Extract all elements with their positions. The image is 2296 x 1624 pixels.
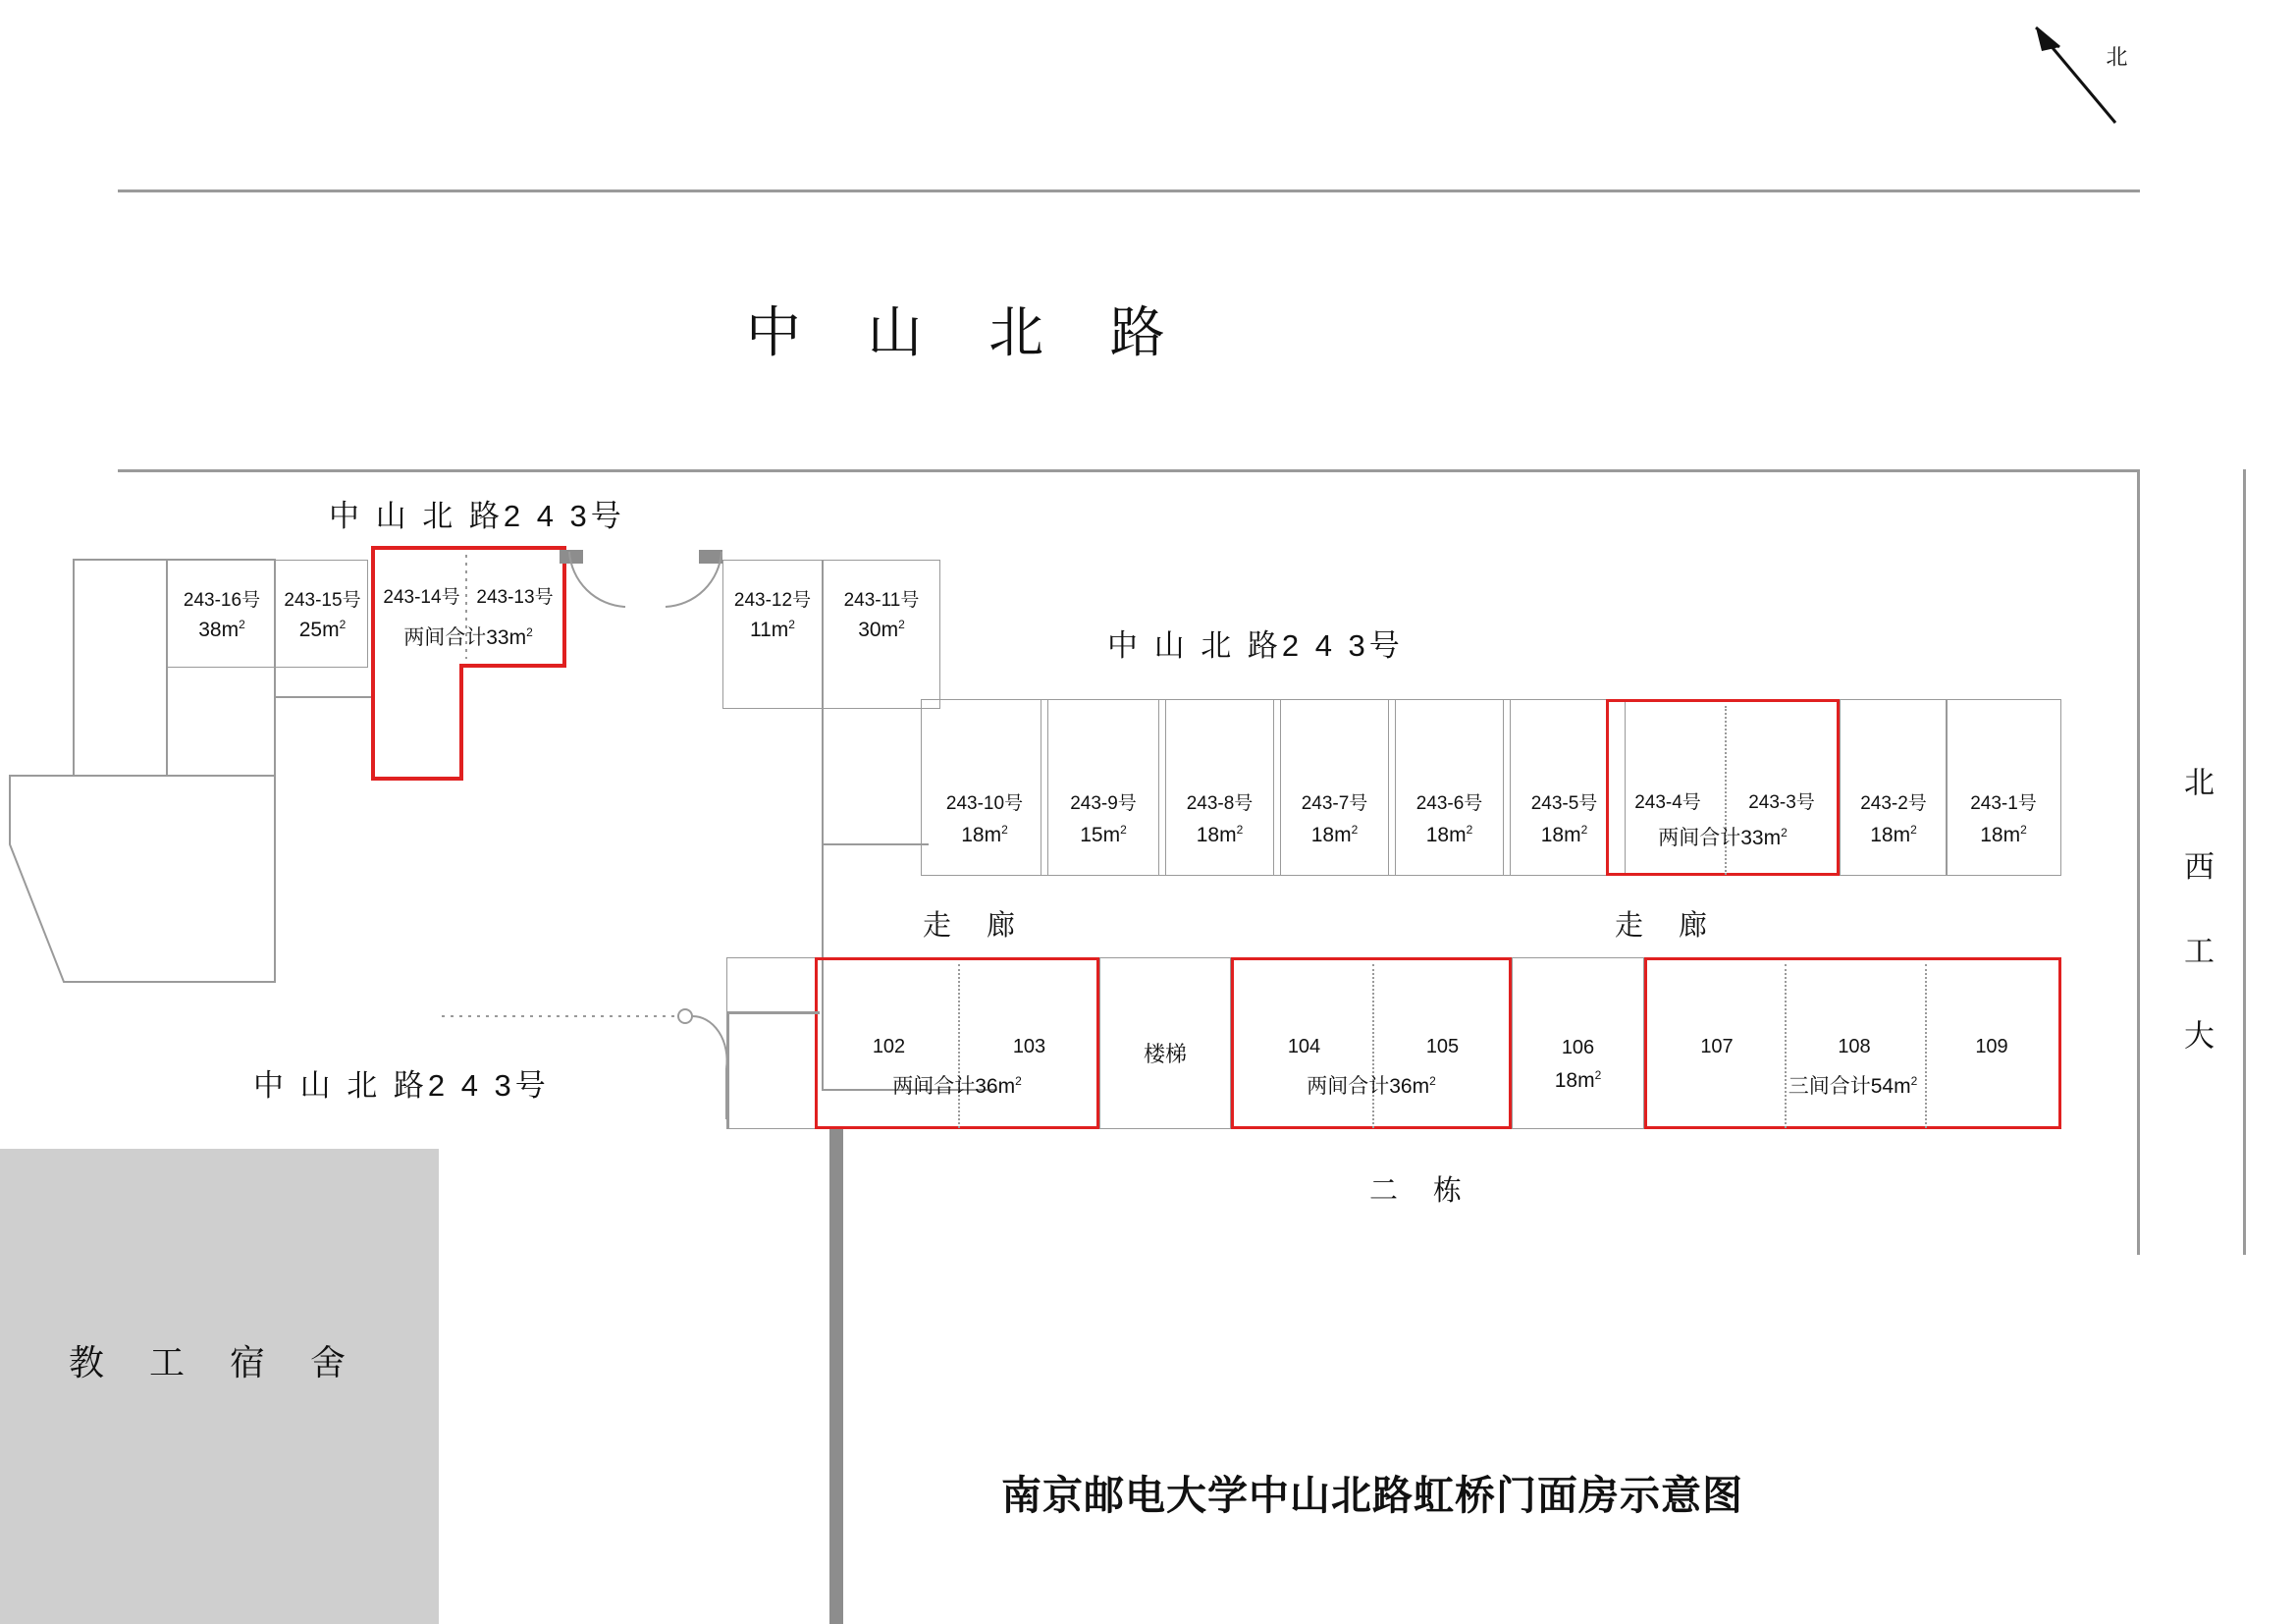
- unit-number: 243-8号: [1186, 793, 1254, 814]
- unit-number: 243-1号: [1970, 793, 2037, 814]
- unit-area: $38m^2$: [198, 618, 245, 641]
- shop-number-109: 109: [1975, 1036, 2008, 1057]
- north-arrow-label: 北: [2104, 45, 2128, 67]
- corridor-label-right: 走 廊: [1615, 910, 1722, 942]
- shop-number-102: 102: [872, 1036, 906, 1057]
- unit-number-243-4: 243-4号: [1634, 792, 1701, 813]
- shop-area-106: $18m^2$: [1554, 1068, 1602, 1092]
- unit-area: $15m^2$: [1080, 823, 1127, 846]
- unit-number: 243-16号: [183, 590, 261, 611]
- shop-group-area-1: 两间合计$36m^2$: [892, 1074, 1022, 1098]
- unit-area: $18m^2$: [1196, 823, 1244, 846]
- unit-area: $18m^2$: [1310, 823, 1359, 846]
- shop-number-108: 108: [1838, 1036, 1871, 1057]
- unit-243-16[interactable]: [167, 560, 275, 668]
- staff-dormitory-label: 教 工 宿 舍: [69, 1342, 364, 1382]
- wall-vertical-left-shop: [726, 1011, 729, 1129]
- unit-243-9[interactable]: [1041, 699, 1166, 876]
- merged-unit-area-left: 两间合计$33m^2$: [403, 625, 533, 649]
- merged-unit-243-14-13-highlight[interactable]: [368, 543, 574, 788]
- unit-number: 243-5号: [1530, 793, 1598, 814]
- main-street-label: 中 山 北 路: [746, 301, 1191, 363]
- vertical-road-label: 北 西 工 大: [2179, 766, 2214, 1059]
- unit-area: $18m^2$: [1425, 823, 1473, 846]
- street-label-2: 中 山 北 路2 4 3号: [1107, 628, 1404, 663]
- street-edge-bottom: [118, 469, 2140, 472]
- unit-area: $30m^2$: [858, 618, 905, 641]
- corridor-label-left: 走 廊: [923, 910, 1030, 942]
- shop-group-area-3: 三间合计$54m^2$: [1788, 1074, 1918, 1098]
- wall-horizontal-left-shop: [726, 1011, 820, 1014]
- shop-106[interactable]: [1512, 957, 1644, 1129]
- merged-unit-area-row: 两间合计$33m^2$: [1658, 826, 1788, 849]
- unit-number: 243-15号: [284, 590, 361, 611]
- diagram-title: 南京邮电大学中山北路虹桥门面房示意图: [1001, 1473, 1743, 1518]
- unit-number: 243-2号: [1860, 793, 1927, 814]
- shop-group-area-2: 两间合计$36m^2$: [1307, 1074, 1436, 1098]
- unit-243-2[interactable]: [1840, 699, 1948, 876]
- shop-number-107: 107: [1700, 1036, 1734, 1057]
- unit-243-8[interactable]: [1158, 699, 1281, 876]
- unit-243-6[interactable]: [1388, 699, 1511, 876]
- street-edge-top: [118, 189, 2140, 192]
- stairs-label: 楼梯: [1143, 1042, 1187, 1066]
- unit-area: $25m^2$: [298, 618, 347, 641]
- shop-number-104: 104: [1287, 1036, 1321, 1057]
- unit-number-243-14: 243-14号: [383, 587, 460, 608]
- street-label-1: 中 山 北 路2 4 3号: [329, 499, 625, 533]
- road-edge-right-vertical-2: [2243, 469, 2246, 1255]
- shop-number-103: 103: [1012, 1036, 1046, 1057]
- door-swing-icon: [564, 550, 731, 619]
- unit-243-15[interactable]: [275, 560, 368, 668]
- staff-dormitory-block: [0, 1149, 439, 1624]
- unit-243-7[interactable]: [1273, 699, 1396, 876]
- unit-number: 243-11号: [843, 590, 920, 611]
- road-vertical-bottom: [829, 1129, 843, 1624]
- north-arrow-icon: [2022, 20, 2160, 137]
- road-edge-right-vertical: [2137, 469, 2140, 1255]
- street-label-3: 中 山 北 路2 4 3号: [253, 1068, 550, 1103]
- unit-area: $11m^2$: [750, 618, 795, 641]
- unit-number: 243-7号: [1301, 793, 1368, 814]
- building-label: 二 栋: [1369, 1175, 1476, 1207]
- unit-number: 243-10号: [945, 793, 1024, 814]
- unit-area: $18m^2$: [1870, 823, 1917, 846]
- unit-area: $18m^2$: [1540, 823, 1588, 846]
- unit-number: 243-6号: [1415, 793, 1483, 814]
- unit-area: $18m^2$: [1980, 823, 2027, 846]
- shop-number-106: 106: [1561, 1037, 1595, 1058]
- unit-number-243-13: 243-13号: [476, 587, 554, 608]
- unit-number: 243-9号: [1070, 793, 1137, 814]
- unit-243-10[interactable]: [921, 699, 1048, 876]
- unit-number-243-3: 243-3号: [1748, 792, 1815, 813]
- shop-number-105: 105: [1425, 1036, 1460, 1057]
- unit-area: $18m^2$: [961, 823, 1008, 846]
- unit-number: 243-12号: [733, 590, 812, 611]
- unit-243-1[interactable]: [1946, 699, 2061, 876]
